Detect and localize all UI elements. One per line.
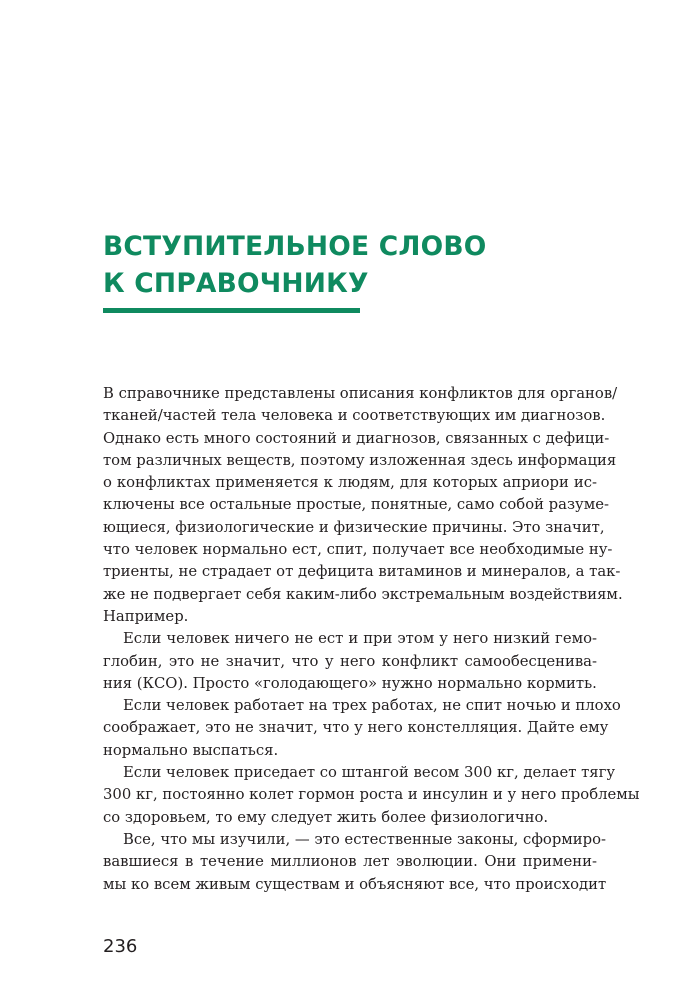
text-line: нормально выспаться. xyxy=(103,741,279,759)
text-line: мы ко всем живым существам и объясняют все, что происходит xyxy=(103,875,607,893)
text-line: со здоровьем, то ему следует жить более физиологично. xyxy=(103,808,549,826)
text-line: глобин, это не значит, что у него конфликт самообесценива- xyxy=(103,652,597,670)
text-line: В справочнике представлены описания конфликтов для органов/ xyxy=(103,385,618,402)
text-line: триенты, не страдает от дефицита витаминов и минералов, а так- xyxy=(103,563,621,581)
chapter-heading-line-1: ВСТУПИТЕЛЬНОЕ СЛОВО xyxy=(103,231,487,262)
text-line: что человек нормально ест, спит, получает все необходимые ну- xyxy=(103,541,613,559)
heading-underline xyxy=(103,308,360,313)
text-line: Если человек приседает со штангой весом 300 кг, делает тягу xyxy=(123,764,616,782)
page-number: 236 xyxy=(103,936,138,957)
text-line: Все, что мы изучили, — это естественные законы, сформиро- xyxy=(123,830,607,848)
text-line: о конфликтах применяется к людям, для которых априори ис- xyxy=(103,474,597,492)
text-line: вавшиеся в течение миллионов лет эволюции. Они примени- xyxy=(103,853,597,871)
text-line: Если человек работает на трех работах, не спит ночью и плохо xyxy=(123,697,621,715)
text-line: Например. xyxy=(103,607,189,625)
text-line: 300 кг, постоянно колет гормон роста и инсулин и у него проблемы xyxy=(103,786,640,804)
text-line: же не подвергает себя каким-либо экстремальным воздействиям. xyxy=(103,585,623,603)
text-line: ния (КСО). Просто «голодающего» нужно нормально кормить. xyxy=(103,674,597,692)
chapter-heading xyxy=(103,228,583,302)
text-line: том различных веществ, поэтому изложенная здесь информация xyxy=(103,451,617,469)
text-line: Если человек ничего не ест и при этом у него низкий гемо- xyxy=(123,630,597,648)
text-line: соображает, это не значит, что у него констелляция. Дайте ему xyxy=(103,719,609,737)
text-line: Однако есть много состояний и диагнозов, связанных с дефици- xyxy=(103,429,610,447)
chapter-heading-line-2: К СПРАВОЧНИКУ xyxy=(103,268,369,299)
body-text xyxy=(103,383,640,896)
text-line: ключены все остальные простые, понятные, само собой разуме- xyxy=(103,496,610,514)
text-line: ющиеся, физиологические и физические причины. Это значит, xyxy=(103,518,605,536)
text-line: тканей/частей тела человека и соответствующих им диагнозов. xyxy=(103,407,606,425)
